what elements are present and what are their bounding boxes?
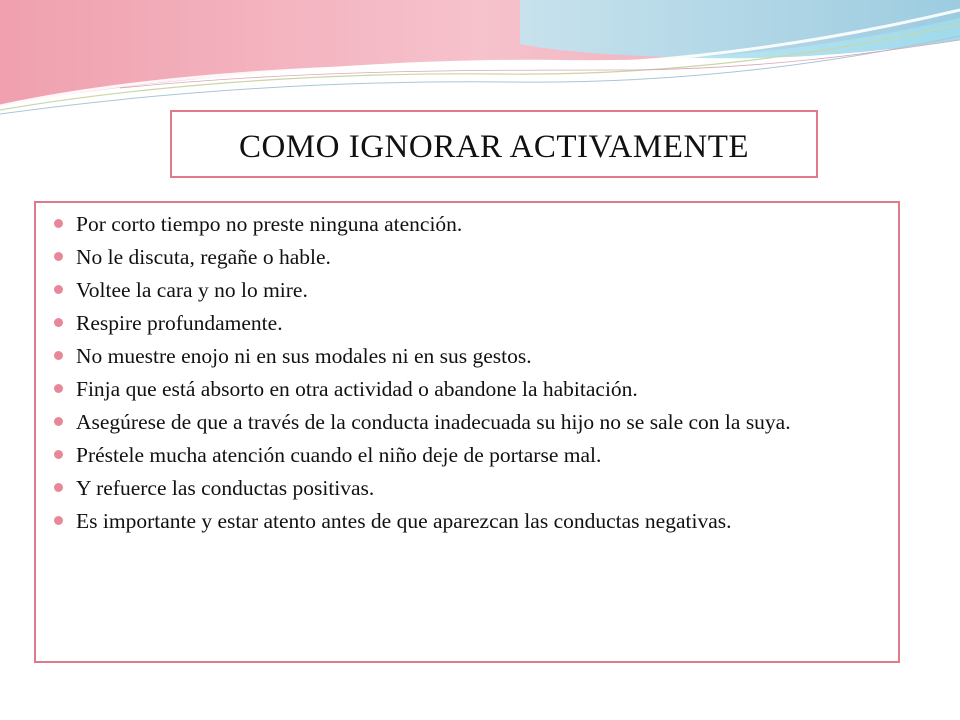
bullet-dot-icon — [54, 483, 63, 492]
list-item — [52, 442, 882, 468]
content-box — [34, 201, 900, 663]
list-item-text: Préstele mucha atención cuando el niño deje de portarse mal. — [76, 443, 602, 467]
bullet-list — [52, 211, 882, 534]
decorative-wave-header — [0, 0, 960, 120]
list-item-text: Voltee la cara y no lo mire. — [76, 278, 308, 302]
bullet-dot-icon — [54, 450, 63, 459]
list-item — [52, 409, 882, 435]
list-item — [52, 376, 882, 402]
list-item-text: Y refuerce las conductas positivas. — [76, 476, 375, 500]
list-item-text: No muestre enojo ni en sus modales ni en sus gestos. — [76, 344, 532, 368]
bullet-dot-icon — [54, 417, 63, 426]
list-item — [52, 475, 882, 501]
list-item-text: Respire profundamente. — [76, 311, 283, 335]
bullet-dot-icon — [54, 285, 63, 294]
list-item-text: No le discuta, regañe o hable. — [76, 245, 331, 269]
list-item-text: Finja que está absorto en otra actividad o abandone la habitación. — [76, 377, 638, 401]
list-item — [52, 277, 882, 303]
list-item-text: Es importante y estar atento antes de que aparezcan las conductas negativas. — [76, 509, 732, 533]
list-item — [52, 343, 882, 369]
bullet-dot-icon — [54, 384, 63, 393]
list-item-text: Asegúrese de que a través de la conducta inadecuada su hijo no se sale con la suya. — [76, 410, 791, 434]
list-item — [52, 244, 882, 270]
bullet-dot-icon — [54, 219, 63, 228]
title-box — [170, 110, 818, 178]
list-item-text: Por corto tiempo no preste ninguna atención. — [76, 212, 463, 236]
bullet-dot-icon — [54, 252, 63, 261]
list-item — [52, 211, 882, 237]
slide-title: COMO IGNORAR ACTIVAMENTE — [238, 128, 750, 165]
list-item — [52, 508, 882, 534]
bullet-dot-icon — [54, 516, 63, 525]
list-item — [52, 310, 882, 336]
bullet-dot-icon — [54, 351, 63, 360]
bullet-dot-icon — [54, 318, 63, 327]
